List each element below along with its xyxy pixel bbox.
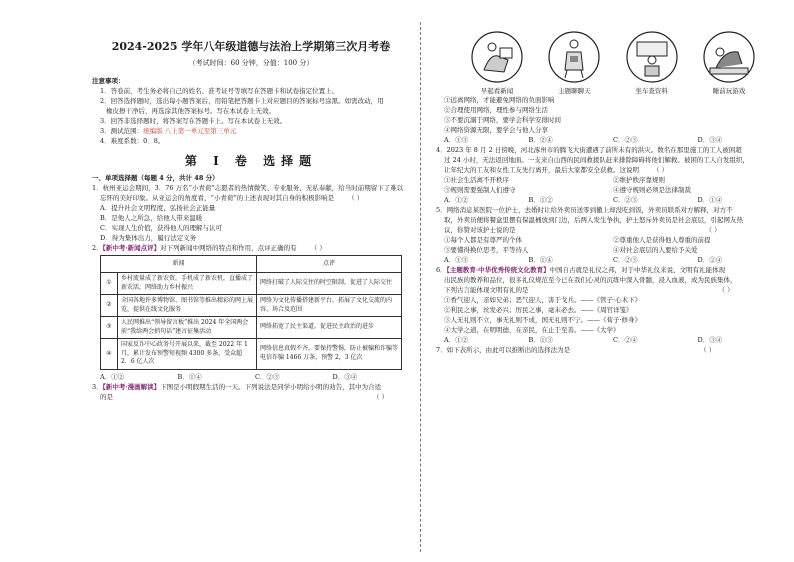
q5-line [436,225,782,235]
q5-statement: ②尊重他人是获得他人尊重的前提 [613,236,711,244]
q4-line: 4．2023 年 8 月 2 日傍晚，河北涿州市的腾飞大街遭遇了前所未有的洪灾。数名在那里施工的工人被困超 [436,146,742,154]
table-cell-index: ③ [101,317,118,339]
comic-label: 主题聊聊天 [558,87,591,95]
comic-panel [541,30,607,95]
q2-answer-paren: （ ） [310,244,326,252]
q4-statements-row [436,175,782,185]
q5-statements-row [436,245,782,255]
table-cell-index: ② [101,295,118,317]
q2-options [92,372,410,382]
q5-statement: ①每个人都是有尊严的个体 [444,236,522,244]
q3-tag: 【新中考·漫画解读】 [102,382,161,391]
table-cell-comment: 网络为文化传播搭建新平台，拓展了文化交流的内容、场合及范围 [257,295,402,317]
right-column [420,0,794,562]
comic-label: 坐车查资料 [635,87,668,95]
q4-statements-row [436,185,782,195]
q3-statement: ④网络资源无限，要学会与他人分享 [444,126,548,134]
exam-title: 2024-2025 学年八年级道德与法治上学期第三次月考卷 [111,40,391,53]
q2-stem-text: 对下列新闻中网络的特点和作用，点评正确的有 [160,244,297,252]
q4-option-d: D．①④ [697,196,723,204]
table-cell-comment: 网络信息真假不齐，要保持警惕，防止被骗和诈骗等电信诈骗 1466 万条，预警 2，3 亿次 [257,339,402,370]
q4-statement: ①社会生活离不开秩序 [444,176,509,184]
q1-answer-paren: （ ） [348,194,364,202]
q2-stem: 2．【新中考·新闻点评】对下列新闻中网络的特点和作用，点评正确的有 （ ） [92,244,326,252]
q5-line3: 议，你赞对该护士说的是 [444,226,516,234]
q1-line [92,193,410,203]
q4-option-a: A．①② [444,196,469,204]
q3-comic-strip [436,30,782,95]
q4-options [436,195,782,205]
q3-stem-text: 下图是小明假期生活的一天。下列说法是同学小明给小明的劝告，其中为合适 [160,382,382,391]
q5-option-c: C．②③ [613,256,638,264]
table-header-comment: 点评 [257,256,402,273]
table-cell-comment: 网络拓宽了民主渠道，促进民主政治的进步 [257,317,402,339]
q6-answer-paren: （ ） [718,286,734,294]
q3-option-c: C．②③ [613,136,638,144]
q3-line2: 的是 [100,392,113,401]
q2-option-a: A．①② [100,372,125,381]
comic-chat-icon [547,30,601,84]
q1-option-a: A．提升社会文明程度，弘扬社会正能量 [100,204,216,212]
exam-subtitle: （考试时间：60 分钟，分值：100 分） [188,59,314,67]
q5-line: 5．网络消息某医院一位护士，去婚时让给外卖员送零到撤上却没吃到饭，外卖员联系对方解释，对方不 [436,206,733,214]
q3-stem: 3．【新中考·漫画解读】下图是小明假期生活的一天。下列说法是同学小明给小明的劝告，其中为合适 [92,382,382,391]
q2-option-b: B．①④ [177,372,202,381]
q5-answer-paren: （ ） [705,226,721,234]
note-scope-value: 统编版 八上第一单元至第三单元 [143,127,237,135]
comic-label: 早起看新闻 [480,87,514,95]
q6-statement: ①香气迎人，亲如兄弟；恶气迎人，害于戈兵。——《管子·心术下》 [444,296,642,304]
table-cell-news: 乡村流量成了新农资，手机成了新农机，直播成了新农活，网络助力乡村振兴 [118,273,257,295]
table-row [101,317,402,339]
q5-option-b: B．①④ [528,256,553,264]
q6-statement: ④大学之道，在明明德，在亲民，在止于至善。——《大学》 [444,326,620,334]
q1-option-b: B．是他人之所急，给他人带来温暖 [100,214,203,222]
table-cell-index: ④ [101,339,118,370]
q6-options [436,335,782,345]
q2-news-table [100,255,402,370]
q3-line [92,392,410,402]
q4-line3: 让年纪大的工友和女性工友先行离开，最后大家都安全获救。这说明 [444,166,639,174]
q7-answer-paren: （ ） [700,346,716,354]
comic-panel [464,30,530,95]
q6-option-b: B．①③ [528,336,553,344]
table-row [101,339,402,370]
note-scope-label: 3．测试范围： [100,127,144,135]
comic-panel [619,30,685,95]
notes-heading: 注意事项： [92,77,125,85]
comic-panel [696,30,762,95]
q5-line: 取，外卖员便将餐盒里摆有保温桶放到门边，后两人发生争执，护士怒斥外卖员是社会底层，引起网友热 [444,216,743,224]
q1-line: 1．杭州亚运会期间，3．76 万名“小青荷”志愿者的热情微笑、专业服务、无私奉献，给当时前期留下了难以 [92,184,404,192]
q1-option-d: D．得为集体出力，履行法定义务 [100,234,197,242]
comic-news-icon [470,30,524,84]
q2-option-d: D．③④ [332,372,358,381]
q1-option-c: C．实现人生价值，获得他人的理解与认可 [100,224,222,232]
table-cell-news: 全国各地许多博物馆、图书馆等推出精彩的网上展览，提供在线文化服务 [118,295,257,317]
note-item: 3．回答非选择题时，将答案写在答题卡上。写在本试卷上无效。 [100,117,287,125]
q5-options [436,255,782,265]
table-header-news: 新闻 [101,256,257,273]
q5-statements-row [436,235,782,245]
q3-option-a: A．①③ [444,136,469,144]
q6-tag: 【主题教育·中华优秀传统文化教育】 [446,266,550,274]
q4-statement: ③规则需要强制人们遵守 [444,186,516,194]
comic-label: 睡前玩游戏 [712,87,746,95]
q3-option-b: B．②④ [528,136,553,144]
q6-line1: 中国自古就是礼仪之邦，对于中华礼仪来说，文明有礼能体现 [549,266,726,274]
part-heading: 一、单项选择题（每题 4 分，共计 48 分） [92,174,219,182]
q7-line1: 7．如下表所示，由此可以推断出的选择法为是 [436,346,571,354]
table-row [101,273,402,295]
q6-statement: ③人无礼则不立，事无礼则不成，国无礼则不宁。——《荀子·修身》 [444,316,642,324]
q2-tag: 【新中考·新闻点评】 [102,244,161,252]
q6-statement: ②利民之事，丝发必兴；厉民之事，毫末必去。——《周官详笺》 [444,306,633,314]
note-difficulty: 4．难度系数：0．8。 [100,137,165,145]
q6-line: 出民族的教养和品位，很多礼仪规范至今已在我们心灵的沉练中深入骨髓，浸入血液，成为民族集体， [444,276,737,284]
q6-stem: 6．【主题教育·中华优秀传统文化教育】中国自古就是礼仪之邦，对于中华礼仪来说，文明有礼能体现 [436,266,726,274]
q4-statement: ④遵守规则必须是法律制裁 [613,186,691,194]
q7-stem [436,345,782,355]
q6-line3: 下列古言能体现文明有礼的是 [444,286,529,294]
q3-statement: ①远离网络，才能避免网络的负面影响 [444,96,555,104]
q1-line2: 忘怀的美好印象。从亚运会的角度看，“小青荷”的上述表现对其自身的积极影响是 [100,194,335,202]
q2-option-c: C．②③ [255,372,280,381]
q4-line [436,165,782,175]
q4-statement: ②维护秩序靠规则 [613,176,665,184]
q3-options [436,135,782,145]
q5-statement: ③要懂得换位思考，平等待人 [444,246,529,254]
q4-option-c: C．②③ [613,196,638,204]
q6-option-c: C．②④ [613,336,638,344]
q3-option-d: D．③④ [697,136,723,144]
section-title: 第 Ⅰ 卷 选择题 [184,154,318,168]
table-cell-news: 国家反诈中心政务号开展以来，截至 2022 年 1 月，累计发布预警短视频 4300 多条，受众超 2．6 亿人次 [118,339,257,370]
q5-option-a: A．①③ [444,256,469,264]
q3-answer-paren: （ ） [373,392,389,401]
table-cell-comment: 网络打破了人际交往的时空限制，促进了人际交往 [257,273,402,295]
q4-line: 过 24 小时，无法返回地面。一支来自山西的民间救援队赶来排除障碍将他们解救。被困的工人自发组织， [444,156,749,164]
q4-option-b: B．①② [528,196,553,204]
table-row [101,295,402,317]
comic-bed-game-icon [702,30,756,84]
note-item: 橡皮擦干净后，再选涂其他答案标号。写在本试卷上无效。 [106,107,275,115]
note-scope [92,126,410,136]
q5-statement: ④对社会底层的人要给予关爱 [613,246,698,254]
note-item: 2．回答选择题时，选出每小题答案后，用铅笔把答题卡上对应题目的答案标号涂黑。如需改动，用 [100,97,384,105]
q6-option-a: A．①② [444,336,469,344]
q4-answer-paren: （ ） [653,166,669,174]
q5-option-d: D．②④ [697,256,723,264]
q6-option-d: D．③④ [697,336,723,344]
q3-statement: ③不要沉溺于网络，要学会科学安排时间 [444,116,561,124]
q6-line [436,285,782,295]
table-cell-index: ① [101,273,118,295]
note-item: 1．答卷前，考生务必将自己的姓名、准考证号等填写在答题卡和试卷指定位置上。 [100,87,339,95]
q3-statement: ②合理使用网络，理性参与网络生活 [444,106,548,114]
comic-bus-icon [625,30,679,84]
table-cell-news: 人民网推出“领导留言板”推出 2024 年全国两会前“我给两会捎句话”建言征集活动 [118,317,257,339]
table-header-row [101,256,402,273]
